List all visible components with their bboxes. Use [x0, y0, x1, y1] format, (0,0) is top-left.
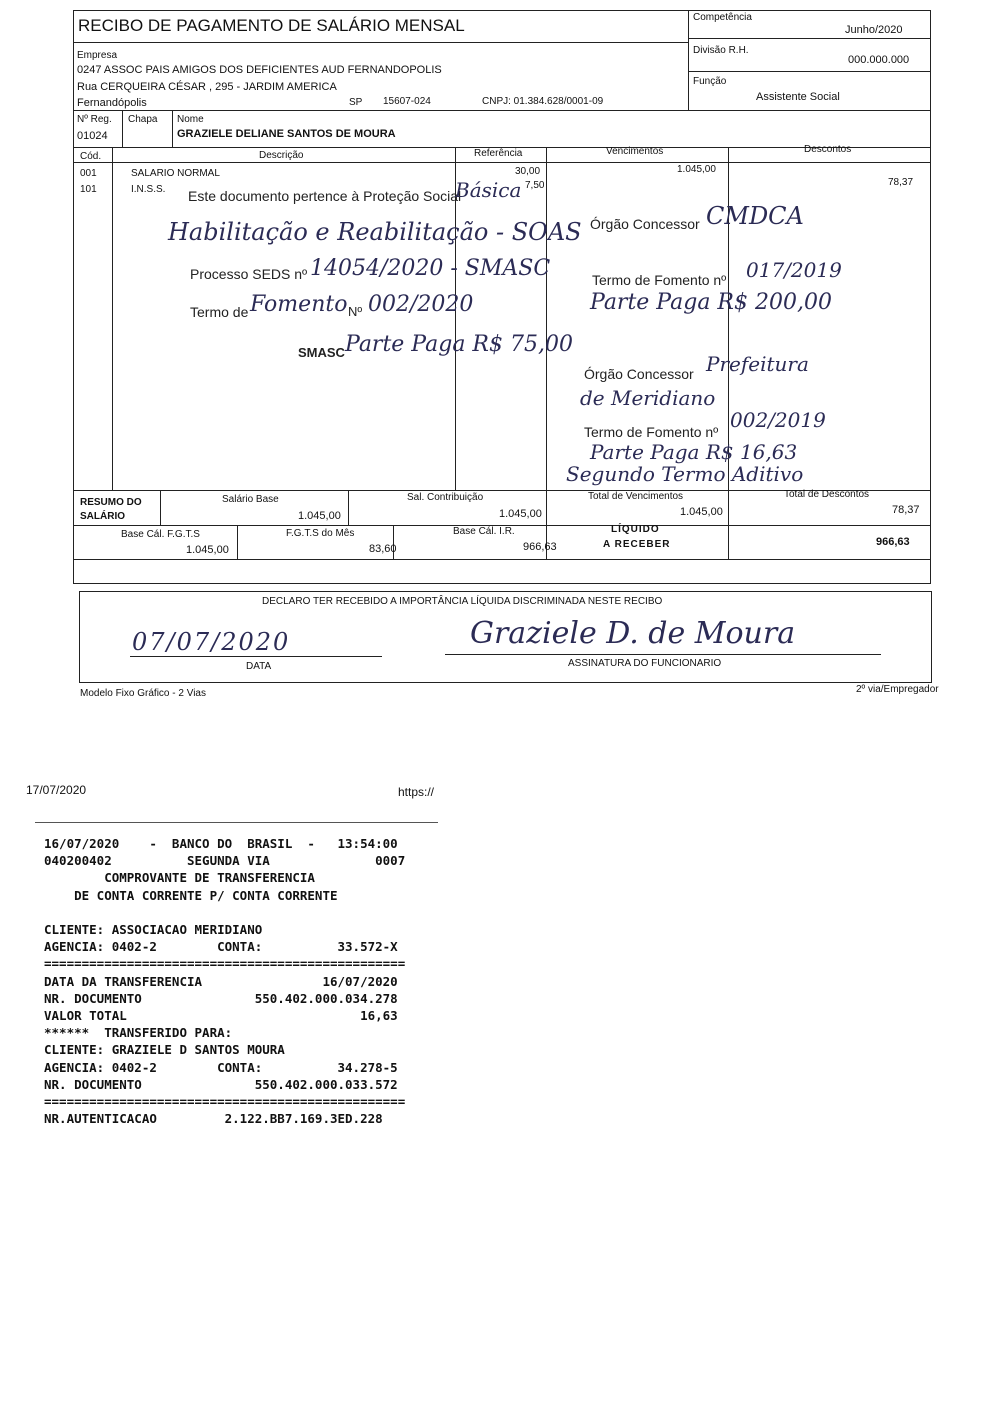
item-descricao: SALARIO NORMAL — [131, 168, 220, 179]
stamp-orgao2: Órgão Concessor — [584, 366, 694, 382]
slip-line: NR.AUTENTICACAO 2.122.BB7.169.3ED.228 — [44, 1111, 383, 1127]
handwriting-parte3: Parte Paga R$ 16,63 — [590, 440, 798, 464]
slip-line: CLIENTE: GRAZIELE D SANTOS MOURA — [44, 1042, 285, 1058]
empresa-cnpj: CNPJ: 01.384.628/0001-09 — [482, 96, 604, 107]
funcao-label: Função — [693, 76, 727, 87]
slip-line: AGENCIA: 0402-2 CONTA: 33.572-X — [44, 939, 398, 955]
divider — [130, 656, 382, 657]
liquido-value: 966,63 — [876, 536, 910, 548]
col-cod: Cód. — [80, 151, 102, 162]
stamp-termo: Termo de — [190, 304, 249, 320]
stamp-smasc: SMASC — [298, 345, 345, 360]
stamp-termo3: Termo de Fomento nº — [584, 424, 719, 440]
assinatura-label: ASSINATURA DO FUNCIONARIO — [568, 658, 722, 669]
total-venc-value: 1.045,00 — [680, 506, 723, 518]
handwriting-no: 002/2020 — [368, 292, 474, 317]
empresa-state: SP — [349, 97, 363, 108]
print-date: 17/07/2020 — [26, 783, 87, 797]
slip-line: 040200402 SEGUNDA VIA 0007 — [44, 853, 406, 869]
nome-label: Nome — [177, 114, 204, 125]
col-descontos: Descontos — [804, 144, 852, 155]
col-vencimentos: Vencimentos — [606, 146, 664, 157]
handwriting-termo2: 017/2019 — [746, 258, 842, 282]
liquido-label-2: A RECEBER — [603, 539, 671, 550]
employee-signature: Graziele D. de Moura — [470, 616, 796, 651]
competencia-value: Junho/2020 — [845, 24, 903, 36]
date-handwriting: 07/07/2020 — [132, 628, 291, 656]
liquido-label-1: LÍQUIDO — [611, 524, 660, 535]
handwriting-parte2: Parte Paga R$ 200,00 — [590, 290, 832, 315]
receipt-border-top — [73, 10, 931, 11]
empresa-label: Empresa — [77, 50, 118, 61]
slip-line: DATA DA TRANSFERENCIA 16/07/2020 — [44, 973, 398, 989]
handwriting-habilitacao: Habilitação e Reabilitação - SOAS — [168, 218, 582, 246]
divider — [73, 559, 931, 560]
stamp-termo2: Termo de Fomento nº — [592, 272, 727, 288]
receipt-title: RECIBO DE PAGAMENTO DE SALÁRIO MENSAL — [78, 16, 465, 35]
item-cod: 101 — [80, 184, 97, 195]
stamp-no: Nº — [348, 304, 363, 319]
handwriting-orgao2a: Prefeitura — [706, 352, 809, 376]
item-referencia: 7,50 — [525, 180, 545, 191]
handwriting-aditivo: Segundo Termo Aditivo — [566, 462, 804, 486]
funcao-value: Assistente Social — [756, 91, 840, 103]
base-fgts-label: Base Cál. F.G.T.S — [121, 529, 200, 540]
stamp-line1: Este documento pertence à Proteção Social — [188, 188, 462, 204]
handwriting-basica: Básica — [455, 178, 522, 202]
slip-line: VALOR TOTAL 16,63 — [44, 1008, 398, 1024]
item-cod: 001 — [80, 168, 97, 179]
nreg-label: Nº Reg. — [77, 114, 112, 125]
sal-contrib-value: 1.045,00 — [499, 508, 542, 520]
nome-value: GRAZIELE DELIANE SANTOS DE MOURA — [177, 128, 396, 140]
receipt-border-right — [930, 10, 931, 584]
divider — [73, 162, 931, 163]
stamp-orgao1: Órgão Concessor — [590, 216, 700, 232]
divider — [122, 110, 123, 148]
base-ir-label: Base Cál. I.R. — [453, 526, 515, 537]
divider — [728, 147, 729, 490]
receipt-border-left — [73, 10, 74, 584]
slip-line: ================================================ — [44, 1094, 406, 1110]
col-descricao: Descrição — [259, 150, 304, 161]
stamp-processo: Processo SEDS nº — [190, 266, 308, 282]
handwriting-orgao1: CMDCA — [706, 202, 804, 230]
handwriting-termo: Fomento — [250, 292, 348, 317]
data-label: DATA — [246, 661, 272, 672]
chapa-label: Chapa — [128, 114, 158, 125]
item-referencia: 30,00 — [515, 166, 541, 177]
empresa-cep: 15607-024 — [383, 96, 431, 107]
slip-lines — [44, 835, 405, 1127]
divider — [172, 110, 173, 148]
divider — [73, 110, 931, 111]
slip-line: NR. DOCUMENTO 550.402.000.033.572 — [44, 1076, 398, 1092]
base-fgts-value: 1.045,00 — [186, 544, 229, 556]
total-desc-label: Total de Descontos — [784, 489, 870, 500]
declaration-text: DECLARO TER RECEBIDO A IMPORTÂNCIA LÍQUIDA DISCRIMINADA NESTE RECIBO — [262, 596, 663, 607]
slip-line: AGENCIA: 0402-2 CONTA: 34.278-5 — [44, 1059, 398, 1075]
sal-contrib-label: Sal. Contribuição — [407, 492, 484, 503]
receipt-border-bottom — [73, 583, 931, 584]
item-vencimentos: 1.045,00 — [677, 164, 716, 175]
divider — [73, 42, 689, 43]
slip-line: DE CONTA CORRENTE P/ CONTA CORRENTE — [44, 887, 338, 903]
divisao-label: Divisão R.H. — [693, 45, 749, 56]
slip-line: COMPROVANTE DE TRANSFERENCIA — [44, 870, 315, 886]
divider — [688, 71, 930, 72]
divider — [688, 38, 930, 39]
slip-top-rule — [35, 822, 438, 823]
empresa-city: Fernandópolis — [77, 97, 147, 109]
divider — [112, 147, 113, 490]
handwriting-termo3: 002/2019 — [730, 408, 826, 432]
total-desc-value: 78,37 — [892, 504, 920, 516]
handwriting-smasc: Parte Paga R$ 75,00 — [345, 332, 573, 357]
divider — [348, 490, 349, 526]
divider — [237, 525, 238, 560]
divider — [160, 490, 161, 526]
divider — [546, 147, 547, 490]
nreg-value: 01024 — [77, 130, 108, 142]
item-descricao: I.N.S.S. — [131, 184, 166, 195]
handwriting-processo: 14054/2020 - SMASC — [310, 256, 551, 281]
total-venc-label: Total de Vencimentos — [588, 491, 684, 502]
competencia-label: Competência — [693, 12, 752, 23]
slip-line: NR. DOCUMENTO 550.402.000.034.278 — [44, 990, 398, 1006]
resumo-label: RESUMO DO SALÁRIO — [80, 497, 142, 522]
divisao-value: 000.000.000 — [848, 54, 910, 66]
print-url: https:// — [398, 785, 435, 799]
item-descontos: 78,37 — [888, 177, 914, 188]
divider — [445, 654, 881, 655]
salario-base-label: Salário Base — [222, 494, 279, 505]
via-text: 2º via/Empregador — [856, 684, 939, 695]
modelo-text: Modelo Fixo Gráfico - 2 Vias — [80, 688, 206, 699]
slip-line: ****** TRANSFERIDO PARA: — [44, 1025, 233, 1041]
divider — [688, 10, 689, 110]
empresa-name: 0247 ASSOC PAIS AMIGOS DOS DEFICIENTES AUD FERNANDOPOLIS — [77, 64, 442, 76]
fgts-mes-label: F.G.T.S do Mês — [286, 528, 355, 539]
slip-line: 16/07/2020 - BANCO DO BRASIL - 13:54:00 — [44, 836, 398, 851]
slip-line: ================================================ — [44, 956, 406, 972]
slip-line: CLIENTE: ASSOCIACAO MERIDIANO — [44, 922, 263, 938]
empresa-address: Rua CERQUEIRA CÉSAR , 295 - JARDIM AMERICA — [77, 81, 337, 93]
handwriting-orgao2b: de Meridiano — [580, 386, 716, 410]
salario-base-value: 1.045,00 — [298, 510, 341, 522]
fgts-mes-value: 83,60 — [369, 543, 397, 555]
base-ir-value: 966,63 — [523, 541, 557, 553]
col-referencia: Referência — [474, 148, 523, 159]
slip-text — [44, 835, 405, 1127]
